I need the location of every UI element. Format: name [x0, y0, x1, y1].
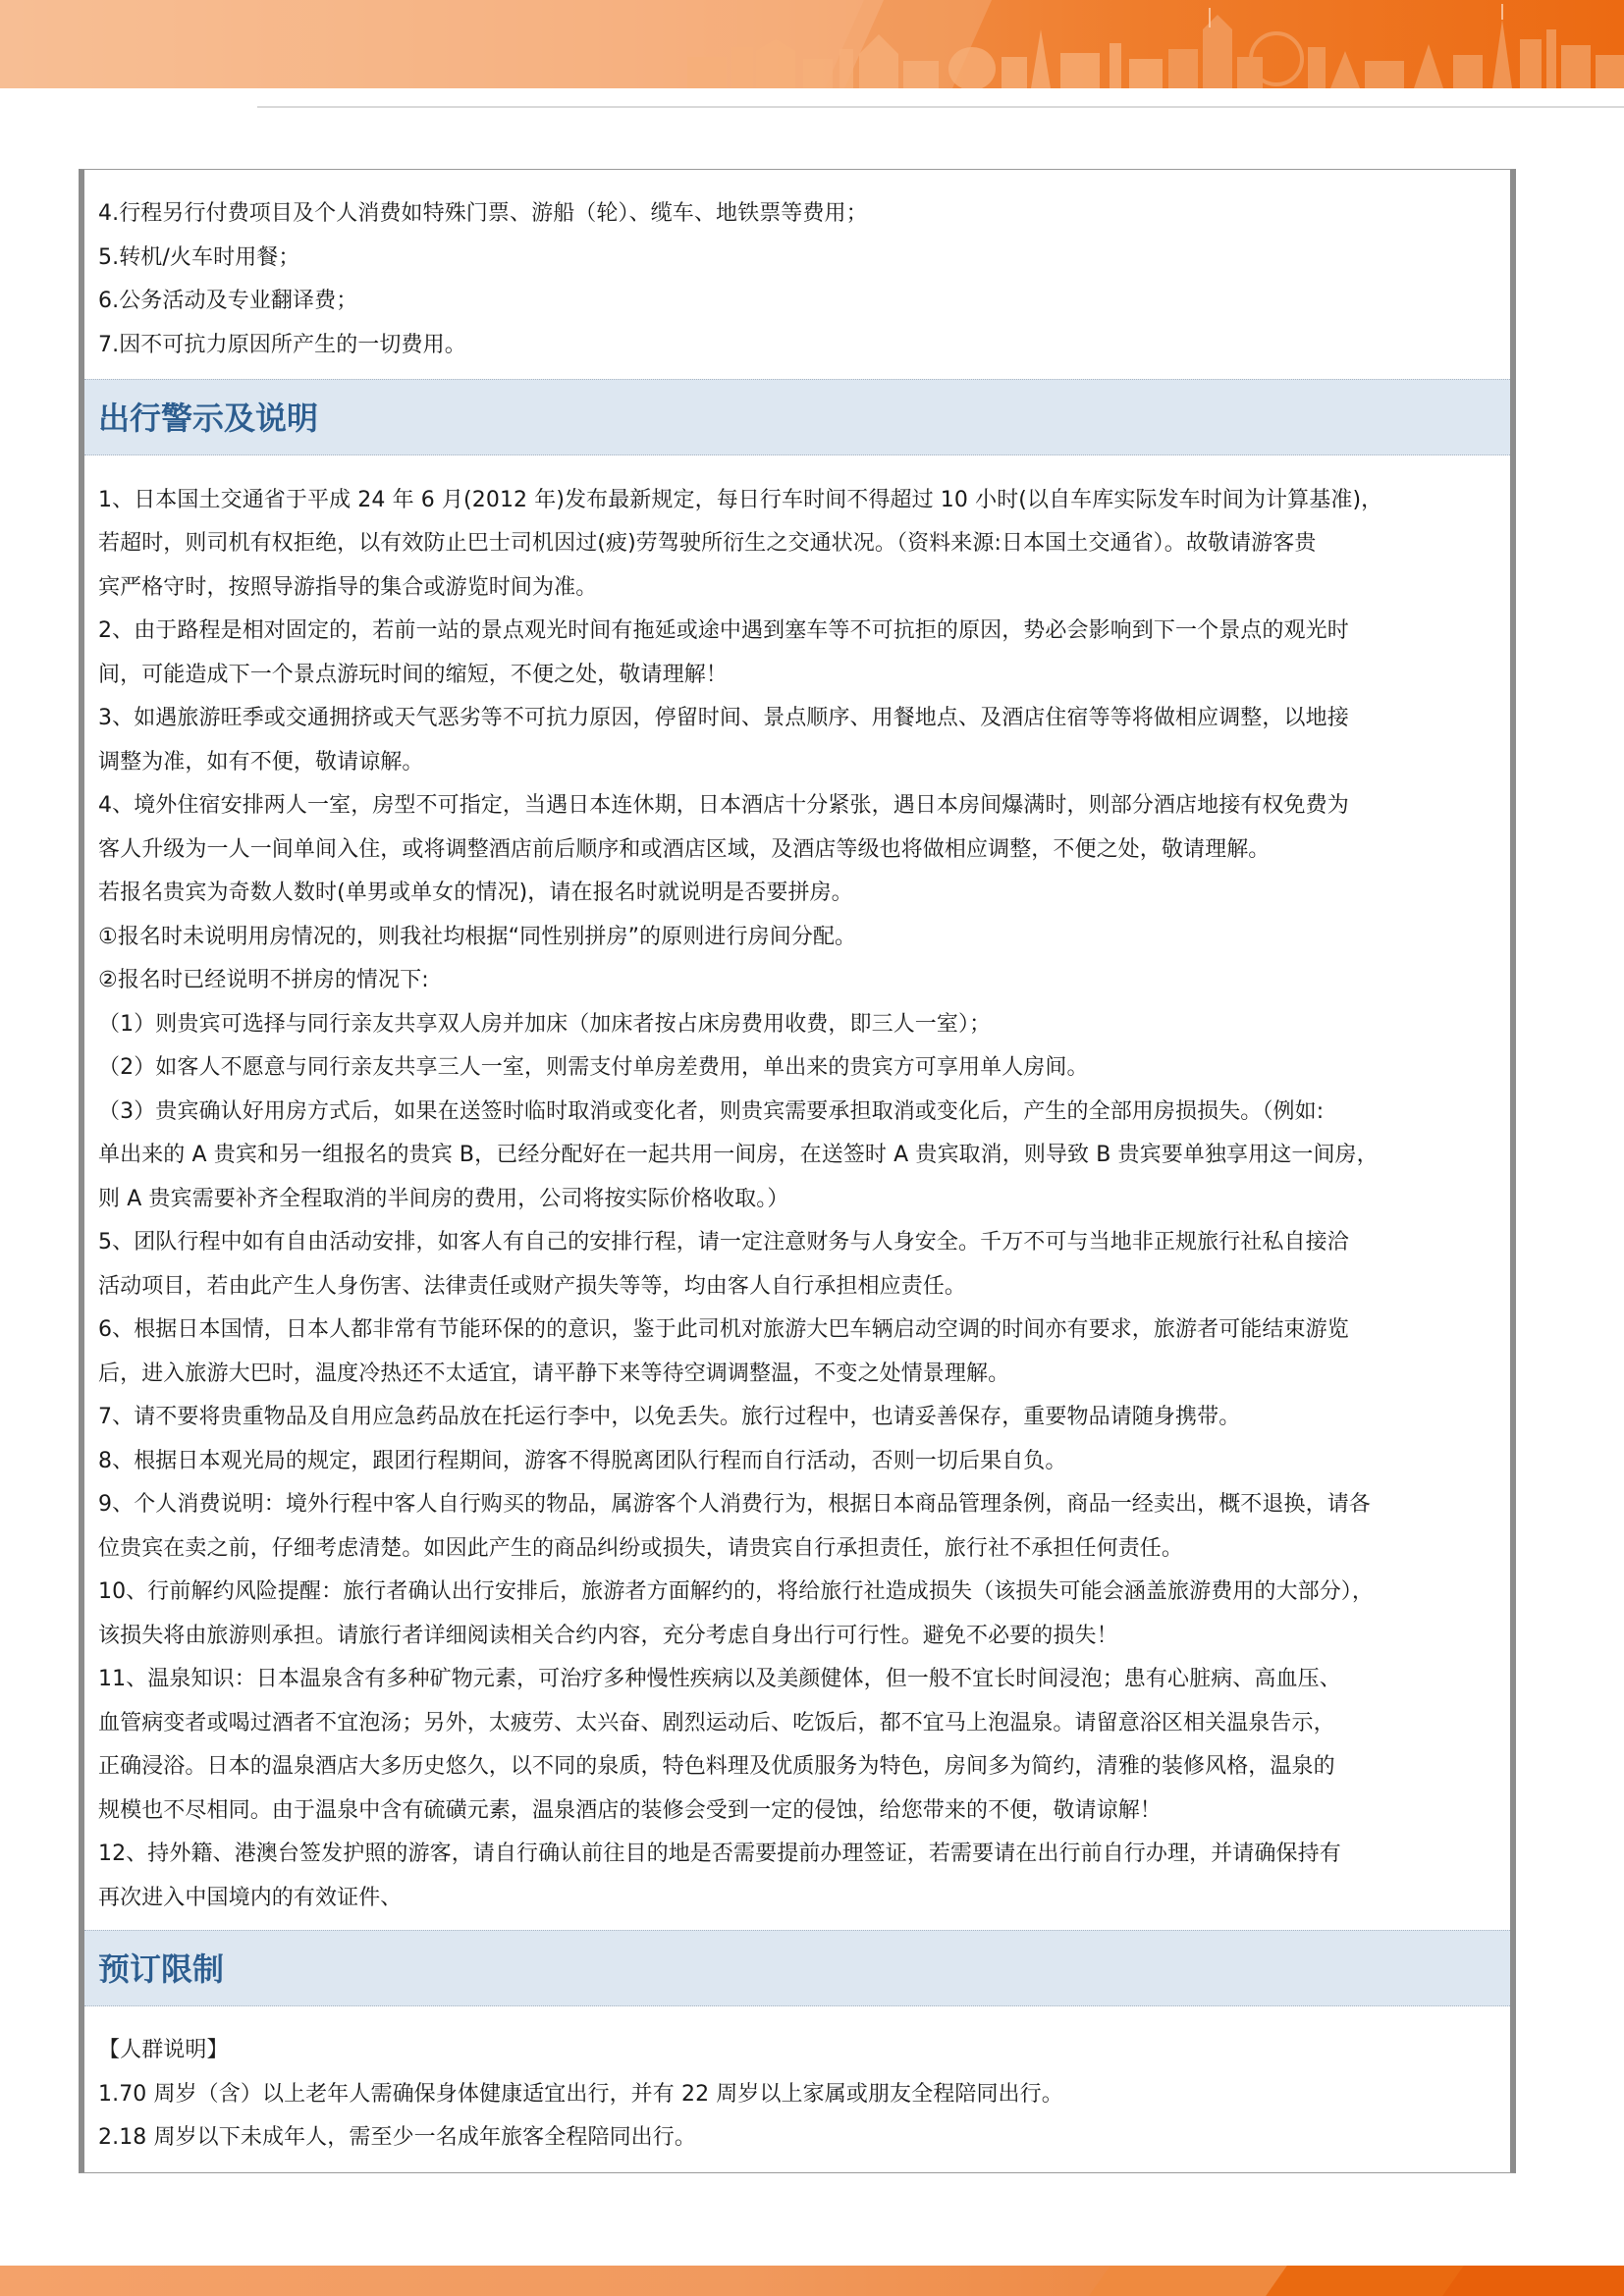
warning-line: 3、如遇旅游旺季或交通拥挤或天气恶劣等不可抗力原因，停留时间、景点顺序、用餐地点、及酒店住宿等等将做相应调整，以地接 — [98, 706, 1349, 730]
warning-line: 9、个人消费说明：境外行程中客人自行购买的物品，属游客个人消费行为，根据日本商品管理条例，商品一经卖出，概不退换，请各 — [98, 1492, 1371, 1517]
warning-line: 若超时，则司机有权拒绝，以有效防止巴士司机因过(疲)劳驾驶所衍生之交通状况。（资料来源:日本国土交通省）。故敬请游客贵 — [98, 531, 1317, 556]
warning-line: 若报名贵宾为奇数人数时(单男或单女的情况)，请在报名时就说明是否要拼房。 — [98, 881, 853, 905]
warning-line: 2、由于路程是相对固定的，若前一站的景点观光时间有拖延或途中遇到塞车等不可抗拒的原因，势必会影响到下一个景点的观光时 — [98, 618, 1349, 643]
warning-line: 8、根据日本观光局的规定，跟团行程期间，游客不得脱离团队行程而自行活动，否则一切后果自负。 — [98, 1449, 1067, 1473]
fee-item: 6.公务活动及专业翻译费； — [98, 289, 358, 313]
warning-line: 则 A 贵宾需要补齐全程取消的半间房的费用，公司将按实际价格收取。） — [98, 1187, 789, 1211]
section-header-warnings — [84, 379, 1510, 455]
booking-line: 【人群说明】 — [98, 2038, 229, 2062]
warning-line: 该损失将由旅游则承担。请旅行者详细阅读相关合约内容，充分考虑自身出行可行性。避免不必要的损失！ — [98, 1624, 1118, 1648]
warning-line: ②报名时已经说明不拼房的情况下: — [98, 968, 429, 992]
warning-line: 后，进入旅游大巴时，温度冷热还不太适宜，请平静下来等待空调调整温，不变之处情景理解。 — [98, 1362, 1010, 1386]
fee-item: 4.行程另行付费项目及个人消费如特殊门票、游船（轮）、缆车、地铁票等费用； — [98, 201, 868, 226]
warning-line: 调整为准，如有不便，敬请谅解。 — [98, 750, 424, 774]
warning-line: 正确浸浴。日本的温泉酒店大多历史悠久，以不同的泉质，特色料理及优质服务为特色，房间多为简约，清雅的装修风格，温泉的 — [98, 1754, 1335, 1779]
warning-line: 5、团队行程中如有自由活动安排，如客人有自己的安排行程，请一定注意财务与人身安全。千万不可与当地非正规旅行社私自接洽 — [98, 1230, 1349, 1255]
warning-line: 10、行前解约风险提醒：旅行者确认出行安排后，旅游者方面解约的，将给旅行社造成损失（该损失可能会涵盖旅游费用的大部分）， — [98, 1579, 1374, 1604]
booking-line: 1.70 周岁（含）以上老年人需确保身体健康适宜出行，并有 22 周岁以上家属或朋友全程陪同出行。 — [98, 2082, 1063, 2107]
warning-line: 7、请不要将贵重物品及自用应急药品放在托运行李中，以免丢失。旅行过程中，也请妥善保存，重要物品请随身携带。 — [98, 1405, 1241, 1429]
warning-line: 间，可能造成下一个景点游玩时间的缩短，不便之处，敬请理解！ — [98, 663, 728, 687]
footer-banner — [0, 2266, 1624, 2296]
warning-line: 6、根据日本国情，日本人都非常有节能环保的的意识，鉴于此司机对旅游大巴车辆启动空调的时间亦有要求，旅游者可能结束游览 — [98, 1317, 1349, 1342]
warning-line: 血管病变者或喝过酒者不宜泡汤；另外，太疲劳、太兴奋、剧烈运动后、吃饭后，都不宜马上泡温泉。请留意浴区相关温泉告示， — [98, 1711, 1335, 1735]
warning-line: 单出来的 A 贵宾和另一组报名的贵宾 B，已经分配好在一起共用一间房，在送签时 A 贵宾取消，则导致 B 贵宾要单独享用这一间房， — [98, 1143, 1379, 1167]
header-rule — [257, 106, 1624, 108]
section-title: 预订限制 — [98, 1950, 225, 1988]
warning-line: ①报名时未说明用房情况的，则我社均根据“同性别拼房”的原则进行房间分配。 — [98, 925, 857, 949]
fee-item: 5.转机/火车时用餐； — [98, 245, 300, 270]
warning-line: 12、持外籍、港澳台签发护照的游客，请自行确认前往目的地是否需要提前办理签证，若需要请在出行前自行办理，并请确保持有 — [98, 1842, 1341, 1866]
warning-line: 规模也不尽相同。由于温泉中含有硫磺元素，温泉酒店的装修会受到一定的侵蚀，给您带来的不便，敬请谅解！ — [98, 1798, 1162, 1823]
warning-line: （3）贵宾确认好用房方式后，如果在送签时临时取消或变化者，则贵宾需要承担取消或变化后，产生的全部用房损损失。（例如: — [98, 1099, 1325, 1124]
warning-line: （2）如客人不愿意与同行亲友共享三人一室，则需支付单房差费用，单出来的贵宾方可享用单人房间。 — [98, 1055, 1089, 1080]
fee-item: 7.因不可抗力原因所产生的一切费用。 — [98, 333, 466, 357]
header-banner — [0, 0, 1624, 88]
skyline-decoration — [0, 0, 1624, 88]
section-header-booking — [84, 1930, 1510, 2006]
warning-line: 1、日本国土交通省于平成 24 年 6 月(2012 年)发布最新规定，每日行车时间不得超过 10 小时(以自车库实际发车时间为计算基准)， — [98, 488, 1383, 512]
warning-line: 位贵宾在卖之前，仔细考虑清楚。如因此产生的商品纠纷或损失，请贵宾自行承担责任，旅行社不承担任何责任。 — [98, 1536, 1184, 1561]
warning-line: 4、境外住宿安排两人一室，房型不可指定，当遇日本连休期，日本酒店十分紧张，遇日本房间爆满时，则部分酒店地接有权免费为 — [98, 793, 1349, 818]
warning-line: 11、温泉知识：日本温泉含有多种矿物元素，可治疗多种慢性疾病以及美颜健体，但一般不宜长时间浸泡；患有心脏病、高血压、 — [98, 1667, 1341, 1691]
warning-line: 客人升级为一人一间单间入住，或将调整酒店前后顺序和或酒店区域，及酒店等级也将做相应调整，不便之处，敬请理解。 — [98, 837, 1271, 862]
warning-line: 宾严格守时，按照导游指导的集合或游览时间为准。 — [98, 575, 598, 600]
content-frame — [79, 169, 1516, 2173]
booking-line: 2.18 周岁以下未成年人，需至少一名成年旅客全程陪同出行。 — [98, 2125, 696, 2150]
warning-line: （1）则贵宾可选择与同行亲友共享双人房并加床（加床者按占床房费用收费，即三人一室）； — [98, 1012, 992, 1037]
warning-line: 活动项目，若由此产生人身伤害、法律责任或财产损失等等，均由客人自行承担相应责任。 — [98, 1274, 967, 1299]
warning-line: 再次进入中国境内的有效证件、 — [98, 1886, 403, 1910]
section-title: 出行警示及说明 — [98, 400, 319, 437]
